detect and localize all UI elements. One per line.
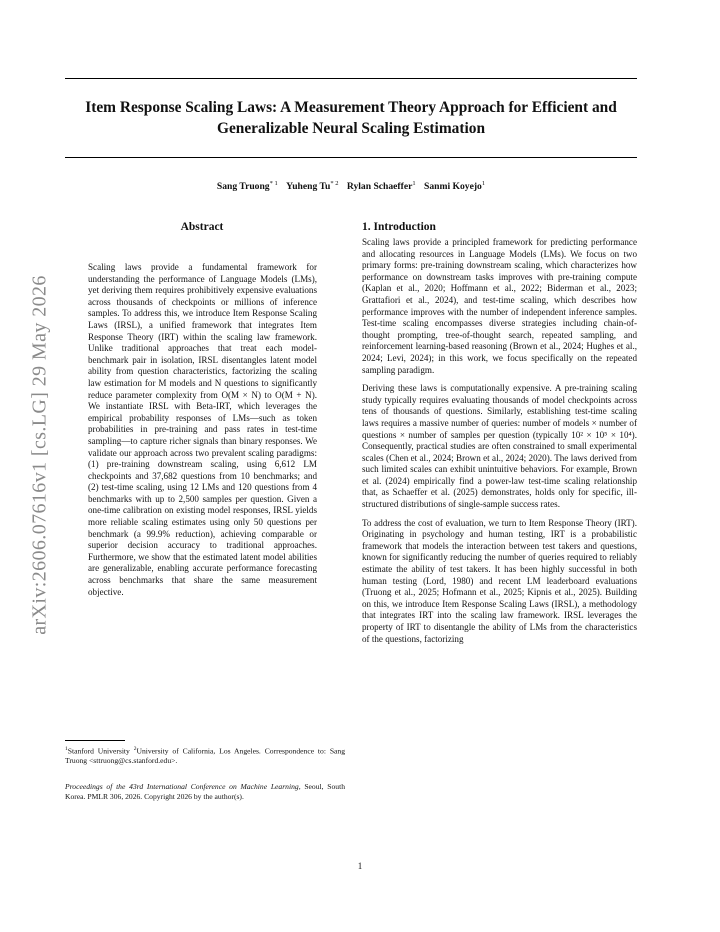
abstract-body <box>88 262 317 598</box>
paper-title: Item Response Scaling Laws: A Measurement Theory Approach for Efficient and Generalizable Neural Scaling Estimation <box>85 99 617 137</box>
introduction-body <box>362 237 637 652</box>
abstract-text: Scaling laws provide a fundamental framework for understanding the performance of Language Models (LMs), yet deriving them requires prohibitively expensive evaluations across thousands of checkpoints or millions of inference samples. To address this, we introduce Item Response Scaling Laws (IRSL), a unified framework that integrates Item Response Theory (IRT) within the scaling law framework. Unlike traditional approaches that treat each model-benchmark pair in isolation, IRSL disentangles latent model ability from question characteristics, factorizing the scaling law estimation for M models and N questions to significantly reduce parameter complexity from O(M × N) to O(M + N). We instantiate IRSL with Beta-IRT, which leverages the empirical probability responses of LMs—such as token probabilities in pre-training and pass rates in test-time sampling—to capture richer signals than binary responses. We validate our approach across two prevalent scaling paradigms: (1) pre-training downstream scaling, using 6,612 LM checkpoints and 37,682 questions from 10 benchmarks; and (2) test-time scaling, using 12 LMs and 120 questions from 4 benchmarks with up to 2,500 samples per question. Given a one-time calibration on existing model responses, IRSL yields more reliable scaling estimates using only 50 questions per benchmark (a 99.9% reduction), achieving comparable or superior decision accuracy to traditional approaches. Furthermore, we show that the estimated latent model abilities are generalizable, enabling accurate performance forecasting across benchmarks that share the same measurement objective. <box>88 262 317 597</box>
title-bottom-rule <box>65 157 637 158</box>
page-number: 1 <box>357 861 363 871</box>
paragraph: Scaling laws provide a principled framework for predicting performance and allocating resources in Language Models (LMs). We focus on two primary forms: pre-training downstream scaling, which characterizes how performance on downstream tasks improves with pre-training compute (Kaplan et al., 2020; Hoffmann et al., 2022; Biderman et al., 2023; Grattafiori et al., 2024), and test-time scaling, which describes how performance improves with the number of independent inference samples. Test-time scaling encompasses diverse strategies including chain-of-thought prompting, tree-of-thought search, repeated sampling, and reinforcement learning-based reasoning (Brown et al., 2024; Hughes et al., 2024; Levi, 2024); in this work, we focus specifically on the repeated sampling paradigm. <box>362 237 637 375</box>
affiliation-footnote: $^1$Stanford University $^2$University of California, Los Angeles. Correspondence to: Sang Truong <sttruong@cs.stanford.edu>. <box>65 746 346 766</box>
author: Yuheng Tu$^{* 2}$ <box>286 180 339 193</box>
paragraph: To address the cost of evaluation, we turn to Item Response Theory (IRT). Originating in psychology and human testing, IRT is a probabilistic framework that models the interaction between test takers and questions, known for significantly reducing the number of queries required to reliably estimate the ability of test takers. It has been highly successful in both human testing (Lord, 1980) and recent LM leaderboard evaluations (Truong et al., 2025; Hofmann et al., 2025; Kipnis et al., 2025). Building on this, we introduce Item Response Scaling Laws (IRSL), a methodology that integrates IRT into the scaling law framework. IRSL leverages the property of IRT to disentangle the ability of LMs from the characteristics of the questions, factorizing <box>362 517 637 644</box>
paragraph: Deriving these laws is computationally expensive. A pre-training scaling study typically requires evaluating thousands of model checkpoints across tens of thousands of questions. Similarly, establishing test-time scaling laws requires a massive number of queries: number of models × number of questions × number of samples per question (typically 10² × 10⁵ × 10⁴). Consequently, practical studies are often constrained to small experimental scales (Chen et al., 2024; Brown et al., 2024; 2020). The laws derived from such limited scales can exhibit unintuitive behaviors. For example, Brown et al. (2024) empirically find a power-law test-time scaling relationship that, as Schaeffer et al. (2025) demonstrates, holds only for specific, ill-structured distributions of single-sample success rates. <box>362 383 637 510</box>
author: Sanmi Koyejo$^1$ <box>424 180 486 193</box>
author: Sang Truong$^{* 1}$ <box>216 180 278 193</box>
proceedings-note: Proceedings of the 43rd International Conference on Machine Learning, Seoul, South Korea. PMLR 306, 2026. Copyright 2026 by the author(s). <box>65 782 345 801</box>
author-list <box>65 180 637 192</box>
footnote-rule <box>65 740 125 741</box>
title-top-rule <box>65 78 637 79</box>
abstract-heading: Abstract <box>180 221 224 233</box>
section-heading: 1. Introduction <box>362 221 436 233</box>
author: Rylan Schaeffer$^1$ <box>346 180 416 193</box>
